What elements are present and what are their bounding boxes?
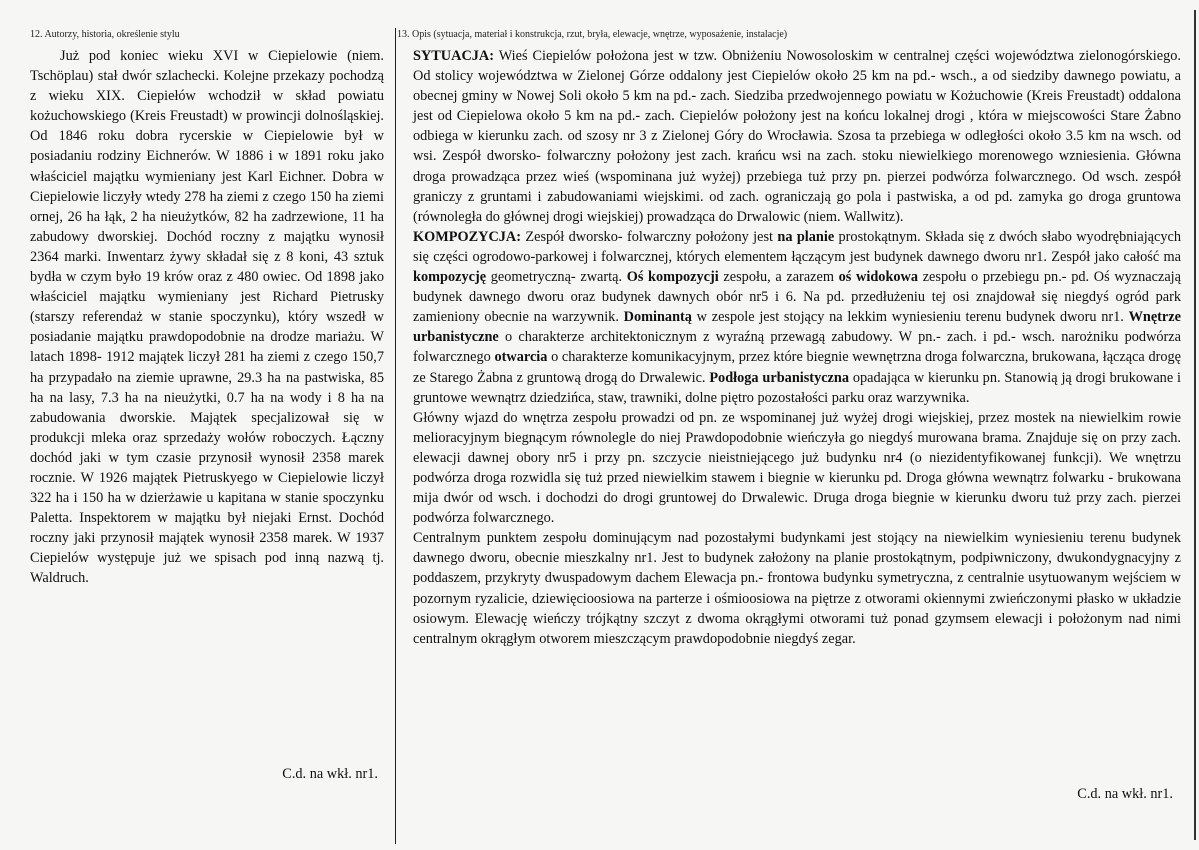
keyword-kompozycje: kompozycję bbox=[413, 269, 487, 286]
history-section bbox=[30, 46, 384, 589]
composition-text-7: o charakterze architektonicznym z wyraźną przewagą zabudowy. W pn.- zach. i pd.- wsch. narożniku podwórza folwarcznego bbox=[413, 329, 1181, 366]
situation-text: Wieś Ciepielów położona jest w tzw. Obniżeniu Nowosoloskim w centralnej części województwa zielonogórskiego. Od stolicy województwa w Zielonej Górze oddalony jest Ciepielów około 25 km na pd.- wsch., a od siedziby dawnego powiatu, a obecnej gminy w Nowej Soli około 5 km na pd.- zach. Siedziba przedwojennego powiatu w Kożuchowie (Kreis Freustadt) oddalona jest od Ciepielowa około 5 km na pd.- zach. Ciepielów położony jest na końcu lokalnej drogi , która w miejscowości Stare Żabno odbiega w kierunku zach. od szosy nr 3 z Zielonej Góry do Wrocławia. Szosa ta przebiega w odległości około 3.5 km na wsch. od wsi. Zespół dworsko- folwarczny położony jest zach. krańcu wsi na zach. stoku niewielkiego morenowego wzniesienia. Główna droga prowadząca przez wieś (wspominana już wyżej) przebiega tuż przy pn. pierzei podwórza folwarcznego. Od wsch. zespół graniczy z gruntami i zabudowaniami wiejskimi. od zach. ograniczają go pola i pastwiska, a od pd. zamyka go droga gruntowa (równoległa do głównej drogi wiejskiej) prowadząca do Drwalowic (niem. Wallwitz). bbox=[413, 48, 1181, 225]
situation-label: SYTUACJA: bbox=[413, 48, 495, 64]
composition-text-2: prostokątnym. Składa się z dwóch słabo wyodrębniających się części ogrodowo-parkowej i folwarcznej, których elementem łączącym jest budynek dawnego dworu nr1. Zespół jako całość ma bbox=[413, 228, 1182, 265]
column-divider bbox=[395, 28, 396, 844]
keyword-podloga: Podłoga urbanistyczna bbox=[709, 369, 850, 386]
composition-text-1: Zespół dworsko- folwarczny położony jest bbox=[521, 228, 778, 245]
composition-text-9: opadająca w kierunku pn. Stanowią ją drogi brukowane i gruntowe wewnątrz dziedzińca, staw, trawniki, dolne piętro pozostałości parku oraz warzywnika. bbox=[413, 369, 1181, 406]
keyword-os-kompozycji: Oś kompozycji bbox=[626, 269, 719, 286]
keyword-os-widokowa: oś widokowa bbox=[838, 269, 919, 286]
keyword-wnetrze: Wnętrze urbanistyczne bbox=[413, 309, 1181, 346]
entrance-paragraph: Główny wjazd do wnętrza zespołu prowadzi od pn. ze wspominanej już wyżej drogi wiejskiej, przez mostek na niewielkim rowie melioracyjnym biegnącym równolegle do niej Prawdopodobnie wieńczyła go niegdyś murowana brama. Znajduje się on przy zach. elewacji dawnej obory nr5 i przy pn. szczycie nieistniejącego już budynku nr4 (o niezidentyfikowanej funkcji). We wnętrzu podwórza droga rozwidla się tuż przed niewielkim stawem i biegnie w kierunku pd. Droga główna wewnątrz folwarku - brukowana mija dwór od wsch. i dochodzi do drogi gruntowej do Drwalewic. Druga droga biegnie w kierunku dworu tuż przy zach. pierzei podwórza folwarcznego. bbox=[413, 409, 1181, 527]
right-column-header: 13. Opis (sytuacja, materiał i konstrukcja, rzut, bryła, elewacje, wnętrze, wyposażenie, instalacje) bbox=[397, 29, 788, 40]
page-right-border bbox=[1194, 10, 1196, 840]
description-section bbox=[413, 46, 1181, 649]
situation-paragraph bbox=[413, 46, 1181, 227]
composition-paragraph bbox=[413, 227, 1181, 408]
left-column-header: 12. Autorzy, historia, określenie stylu bbox=[30, 29, 180, 40]
composition-text-5: zespołu o przebiegu pn.- pd. Oś wyznaczają budynek dawnego dworu oraz budynek dawnych obór nr5 i 6. Na pd. przedłużeniu tej osi znajdował się niegdyś ogród park zamieniony obecnie na warzywnik. bbox=[413, 269, 1181, 326]
composition-label: KOMPOZYCJA: bbox=[413, 228, 522, 245]
description-continued-note: C.d. na wkł. nr1. bbox=[1077, 786, 1173, 802]
keyword-na-planie: na planie bbox=[777, 228, 835, 245]
composition-text-3: geometryczną- zwartą. bbox=[486, 269, 627, 286]
composition-text-6: w zespole jest stojący na lekkim wyniesieniu terenu budynek dworu nr1. bbox=[691, 309, 1129, 326]
keyword-dominanta: Dominantą bbox=[623, 309, 692, 326]
history-paragraph: Już pod koniec wieku XVI w Ciepielowie (niem. Tschöplau) stał dwór szlachecki. Kolejne przekazy pochodzą z wieku XIX. Ciepiełów wchodził w skład powiatu kożuchowskiego (Kreis Freustadt) w prowincji dolnośląskiej. Od 1846 roku dobra rycerskie w Ciepielowie był w posiadaniu rodziny Eichnerów. W 1886 i w 1891 roku jako właściciel majątku wymieniany jest Karl Eichner. Dobra w Ciepielowie liczyły wtedy 278 ha ziemi z czego 150 ha ziemi ornej, 26 ha łąk, 2 ha nieużytków, 82 ha zadrzewione, 11 ha zabudowy dworskiej. Dochód roczny z majątku wynosił 2364 marki. Inwentarz żywy składał się z 8 koni, 43 sztuk bydła w czym było 19 krów oraz z 480 owiec. Od 1898 jako właściciel majątku wymieniany jest Richard Pietrusky (starszy referendaż w stanie spoczynku), który wszedł w posiadanie majątku prawdopodobnie na drodze mariażu. W latach 1898- 1912 majątek liczył 281 ha ziemi z czego 150,7 ha przypadało na ziemie uprawne, 29.3 ha na pastwiska, 85 ha na lasy, 7.3 ha na nieużytki, 0.7 ha na wody i 8 ha na zabudowania dworskie. Majątek specjalizował się w produkcji mleka oraz sprzedaży wołów roboczych. Łączny dochód jaki w tym czasie przynosił wynosił 2358 marek rocznie. W 1926 majątek Pietruskyego w Ciepielowie liczył 322 ha i 150 ha w dzierżawie u kapitana w stanie spoczynku Paletta. Inspektorem w majątku był niejaki Ernst. Dochód roczny jaki przynosił majątek wynosił 2358 marek. W 1937 Ciepielów występuje już we spisach pod inną nazwą tj. Waldruch. bbox=[30, 48, 384, 587]
manor-paragraph: Centralnym punktem zespołu dominującym nad pozostałymi budynkami jest stojący na niewielkim wyniesieniu terenu budynek dawnego dworu, obecnie mieszkalny nr1. Jest to budynek założony na planie prostokątnym, podpiwniczony, dwukondygnacyjny z poddaszem, przykryty dwuspadowym dachem Elewacja pn.- frontowa budynku symetryczna, z centralnie usytuowanym wejściem w pozornym ryzalicie, dziewięcioosiowa na parterze i ośmioosiowa na piętrze z otworami okiennymi zwieńczonymi płasko w układzie osiowym. Elewację wieńczy trójkątny szczyt z dwoma okrągłymi otworami tuż ponad gzymsem elewacji i położonym nad nimi centralnym okrągłym otworem mieszczącym prawdopodobnie niegdyś zegar. bbox=[413, 530, 1181, 647]
composition-text-4: zespołu, a zarazem bbox=[718, 269, 839, 286]
composition-text-8: o charakterze komunikacyjnym, przez które biegnie wewnętrzna droga folwarczna, brukowana, łącząca drogę ze Starego Żabna z gruntową drogą do Drwalewic. bbox=[413, 349, 1181, 386]
keyword-otwarcia: otwarcia bbox=[494, 349, 548, 366]
history-continued-note: C.d. na wkł. nr1. bbox=[282, 766, 378, 782]
